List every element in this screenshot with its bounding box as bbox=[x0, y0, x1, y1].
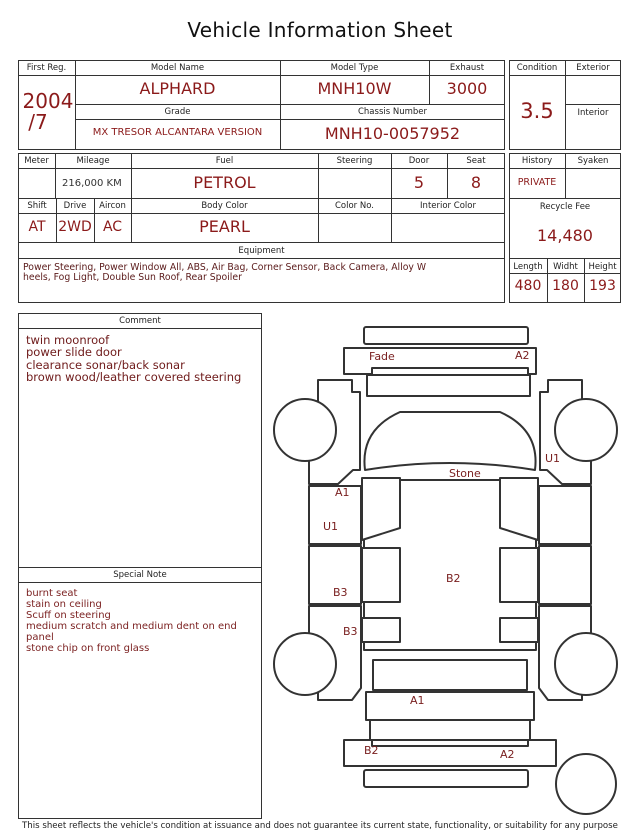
first-reg-label: First Reg. bbox=[26, 63, 67, 73]
shift-label: Shift bbox=[27, 201, 47, 211]
seat-value: 8 bbox=[470, 173, 482, 192]
door-value: 5 bbox=[413, 173, 425, 192]
equipment-label: Equipment bbox=[238, 246, 285, 256]
disclaimer-footer: This sheet reflects the vehicle's condition at issuance and does not guarantee its current state, functionality, or suitability for any purpose bbox=[22, 821, 618, 831]
first-reg-month: /7 bbox=[28, 110, 48, 134]
damage-label-a2-rear: A2 bbox=[500, 748, 515, 761]
condition-score: 3.5 bbox=[520, 99, 554, 123]
special-note-list bbox=[26, 588, 258, 654]
color-no-label: Color No. bbox=[334, 201, 374, 211]
body-color-value: PEARL bbox=[199, 217, 250, 236]
height-value: 193 bbox=[589, 278, 616, 294]
height-label: Height bbox=[588, 262, 617, 272]
length-label: Length bbox=[513, 262, 543, 272]
interior-color-label: Interior Color bbox=[420, 201, 476, 211]
mileage-value: 216,000 KM bbox=[62, 178, 122, 189]
vehicle-damage-diagram bbox=[270, 320, 630, 820]
comment-item: clearance sonar/back sonar bbox=[26, 357, 185, 372]
width-label: Widht bbox=[553, 262, 578, 272]
equipment-line-1: Power Steering, Power Window All, ABS, Air Bag, Corner Sensor, Back Camera, Alloy W bbox=[23, 262, 427, 273]
special-note-item: Scuff on steering bbox=[26, 610, 111, 621]
drive-value: 2WD bbox=[58, 219, 92, 235]
model-name-value: ALPHARD bbox=[139, 79, 216, 98]
damage-label-a1-rear: A1 bbox=[410, 694, 425, 707]
damage-label-b3-upper: B3 bbox=[333, 586, 348, 599]
comment-item: brown wood/leather covered steering bbox=[26, 370, 242, 385]
exhaust-value: 3000 bbox=[446, 79, 488, 98]
special-note-item: stain on ceiling bbox=[26, 599, 102, 610]
damage-label-a1-left: A1 bbox=[335, 486, 350, 499]
fuel-label: Fuel bbox=[215, 156, 234, 166]
condition-label: Condition bbox=[516, 63, 558, 73]
comment-panel bbox=[18, 313, 262, 819]
history-label: History bbox=[521, 156, 553, 166]
chassis-label: Chassis Number bbox=[357, 107, 428, 117]
history-value: PRIVATE bbox=[517, 177, 557, 188]
shift-value: AT bbox=[28, 219, 46, 235]
comment-item: twin moonroof bbox=[26, 333, 110, 347]
exterior-label: Exterior bbox=[576, 63, 610, 73]
recycle-fee-value: 14,480 bbox=[537, 226, 593, 245]
steering-label: Steering bbox=[336, 156, 373, 166]
damage-label-b2-center: B2 bbox=[446, 572, 461, 585]
first-reg-year: 2004 bbox=[22, 89, 74, 113]
mileage-label: Mileage bbox=[76, 156, 110, 166]
aircon-value: AC bbox=[102, 219, 123, 235]
length-value: 480 bbox=[514, 278, 542, 294]
exhaust-label: Exhaust bbox=[449, 63, 485, 73]
recycle-fee-label: Recycle Fee bbox=[539, 202, 591, 212]
damage-label-b2-rear: B2 bbox=[364, 744, 379, 757]
sheet-title: Vehicle Information Sheet bbox=[187, 18, 453, 42]
damage-label-u1-left: U1 bbox=[323, 520, 339, 533]
grade-value: MX TRESOR ALCANTARA VERSION bbox=[92, 127, 263, 138]
width-value: 180 bbox=[552, 278, 579, 294]
model-name-label: Model Name bbox=[150, 63, 205, 73]
drive-label: Drive bbox=[63, 201, 87, 211]
special-note-item: medium scratch and medium dent on end bbox=[26, 621, 237, 632]
door-label: Door bbox=[408, 156, 430, 166]
damage-label-a2-front: A2 bbox=[515, 349, 530, 362]
model-type-label: Model Type bbox=[330, 63, 379, 73]
comment-list bbox=[26, 334, 258, 384]
special-note-item: burnt seat bbox=[26, 588, 78, 599]
damage-label-stone: Stone bbox=[449, 467, 481, 480]
special-note-label: Special Note bbox=[113, 570, 167, 580]
meter-label: Meter bbox=[24, 156, 49, 166]
interior-label: Interior bbox=[577, 108, 609, 118]
grade-label: Grade bbox=[164, 107, 191, 117]
comment-label: Comment bbox=[119, 316, 161, 326]
body-color-label: Body Color bbox=[201, 201, 248, 211]
aircon-label: Aircon bbox=[99, 201, 126, 211]
damage-label-fade: Fade bbox=[369, 350, 395, 363]
comment-item: power slide door bbox=[26, 345, 122, 360]
model-type-value: MNH10W bbox=[317, 79, 392, 98]
fuel-value: PETROL bbox=[193, 173, 256, 192]
damage-label-u1-right: U1 bbox=[545, 452, 561, 465]
special-note-item: stone chip on front glass bbox=[26, 643, 150, 654]
special-note-item: panel bbox=[26, 632, 54, 643]
seat-label: Seat bbox=[466, 156, 486, 166]
equipment-line-2: heels, Fog Light, Double Sun Roof, Rear Spoiler bbox=[23, 272, 242, 283]
damage-label-b3-lower: B3 bbox=[343, 625, 358, 638]
chassis-value: MNH10-0057952 bbox=[324, 124, 461, 143]
syaken-label: Syaken bbox=[577, 156, 609, 166]
